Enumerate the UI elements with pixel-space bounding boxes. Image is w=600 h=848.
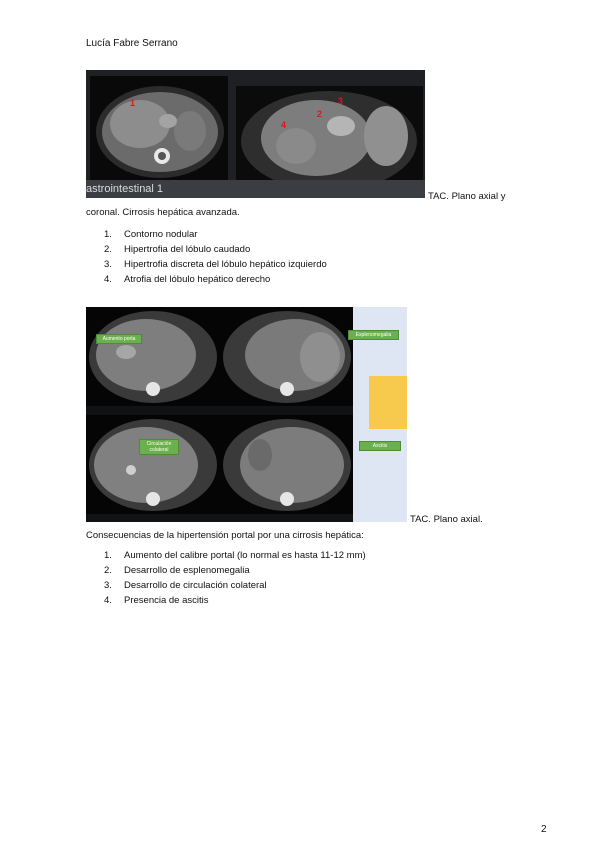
figure1-caption-end: coronal. Cirrosis hepática avanzada.	[86, 207, 240, 218]
page-number: 2	[541, 824, 547, 835]
ct-figure-axial-coronal	[86, 70, 425, 198]
label-esplenomegalia: Esplenomegalia	[348, 330, 399, 340]
ct-figure-axial-grid	[86, 307, 407, 522]
figure2-caption-end: Consecuencias de la hipertensión portal por una cirrosis hepática:	[86, 530, 364, 541]
marker-4: 4	[281, 120, 287, 130]
label-ascitis: Ascitis	[359, 441, 401, 451]
slide-title-strip	[86, 180, 425, 198]
label-circulacion-colateral: Circulación colateral	[139, 439, 179, 455]
figure2-caption-start: TAC. Plano axial.	[410, 514, 483, 525]
label-aumento-porta: Aumento porta	[96, 334, 142, 344]
slide-title-text: astrointestinal 1	[86, 183, 164, 195]
marker-1: 1	[130, 98, 136, 108]
axial-ct-slice-3	[86, 415, 220, 514]
axial-ct-image	[90, 76, 228, 188]
figure1-caption-start: TAC. Plano axial y	[428, 191, 506, 202]
marker-2: 2	[317, 109, 323, 119]
author-name: Lucía Fabre Serrano	[86, 38, 178, 49]
marker-3: 3	[338, 96, 344, 106]
axial-ct-slice-2	[220, 307, 354, 406]
axial-ct-slice-1	[86, 307, 220, 406]
slide-note-box	[369, 376, 407, 429]
axial-ct-slice-4	[220, 415, 354, 514]
coronal-ct-image	[236, 86, 423, 186]
